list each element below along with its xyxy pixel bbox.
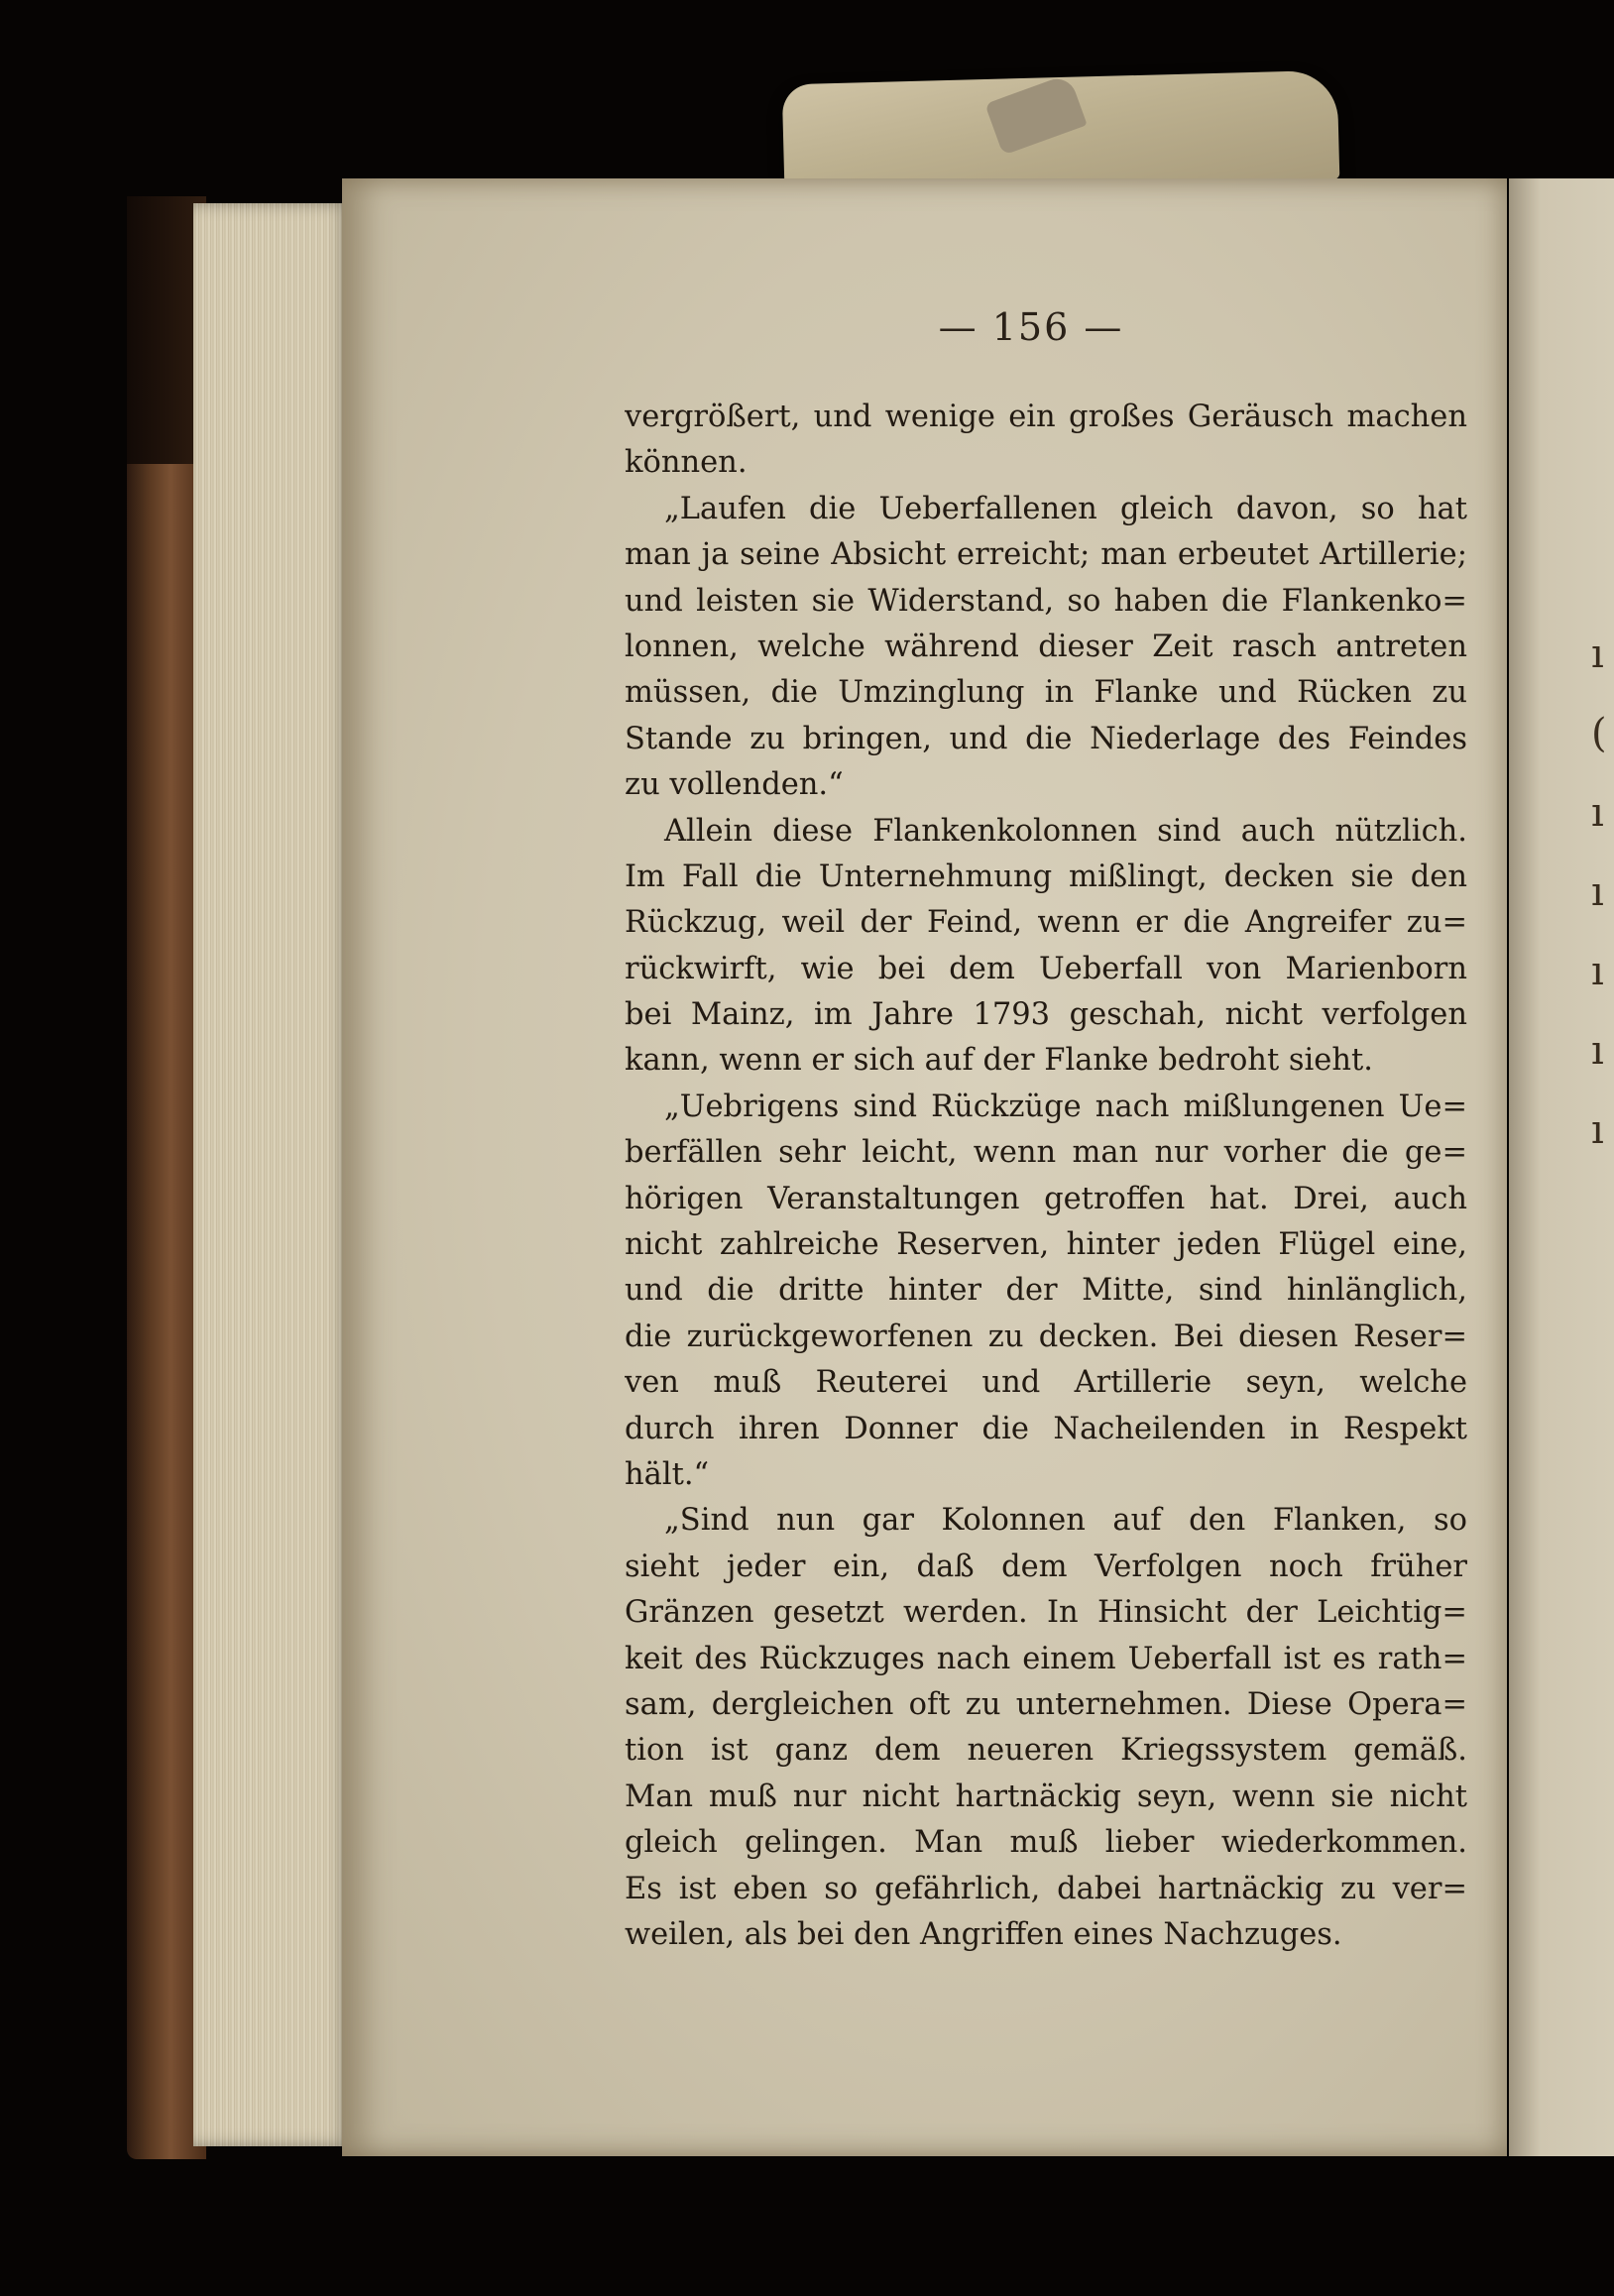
- text-line: Allein diese Flankenkolonnen sind auch nützlich.: [664, 813, 1467, 849]
- text-line: zu vollenden.“: [625, 767, 844, 803]
- text-line: weilen, als bei den Angriffen eines Nachzuges.: [625, 1916, 1342, 1952]
- text-line: können.: [625, 445, 748, 481]
- text-line: gleich gelingen. Man muß lieber wiederkommen.: [625, 1825, 1467, 1861]
- text-line: Gränzen gesetzt werden. In Hinsicht der Leichtig=: [625, 1595, 1467, 1631]
- text-line: rückwirft, wie bei dem Ueberfall von Marienborn: [625, 951, 1467, 986]
- text-line: und die dritte hinter der Mitte, sind hinlänglich,: [625, 1273, 1467, 1309]
- page-body-text: [625, 395, 1467, 1958]
- text-line: sieht jeder ein, daß dem Verfolgen noch früher: [625, 1549, 1467, 1584]
- text-line: die zurückgeworfenen zu decken. Bei diesen Reser=: [625, 1319, 1467, 1354]
- text-line: „Laufen die Ueberfallenen gleich davon, so hat: [664, 491, 1467, 526]
- text-line: Stande zu bringen, und die Niederlage des Feindes: [625, 721, 1467, 756]
- facing-page-text: ı ( ı ı ı ı ı: [1591, 631, 1607, 1153]
- text-line: tion ist ganz dem neueren Kriegssystem gemäß.: [625, 1733, 1467, 1769]
- text-line: keit des Rückzuges nach einem Ueberfall ist es rath=: [625, 1641, 1467, 1676]
- text-line: kann, wenn er sich auf der Flanke bedroht sieht.: [625, 1043, 1373, 1079]
- text-line: „Sind nun gar Kolonnen auf den Flanken, so: [664, 1503, 1467, 1539]
- text-line: hält.“: [625, 1456, 710, 1492]
- text-line: man ja seine Absicht erreicht; man erbeutet Artillerie;: [625, 537, 1467, 573]
- text-line: Im Fall die Unternehmung mißlingt, decken sie den: [625, 859, 1467, 894]
- text-line: vergrößert, und wenige ein großes Geräusch machen: [625, 400, 1467, 434]
- text-line: sam, dergleichen oft zu unternehmen. Diese Opera=: [625, 1686, 1467, 1722]
- page-number: — 156 —: [938, 305, 1124, 349]
- text-line: berfällen sehr leicht, wenn man nur vorher die ge=: [625, 1135, 1467, 1171]
- text-line: nicht zahlreiche Reserven, hinter jeden Flügel eine,: [625, 1227, 1467, 1263]
- text-line: und leisten sie Widerstand, so haben die Flankenko=: [625, 583, 1467, 619]
- text-line: „Uebrigens sind Rückzüge nach mißlungenen Ue=: [664, 1089, 1467, 1124]
- text-line: lonnen, welche während dieser Zeit rasch antreten: [625, 629, 1467, 664]
- text-line: bei Mainz, im Jahre 1793 geschah, nicht verfolgen: [625, 997, 1467, 1033]
- text-line: müssen, die Umzinglung in Flanke und Rücken zu: [625, 675, 1467, 711]
- text-line: Rückzug, weil der Feind, wenn er die Angreifer zu=: [625, 905, 1467, 941]
- text-line: Man muß nur nicht hartnäckig seyn, wenn sie nicht: [625, 1779, 1467, 1814]
- text-line: Es ist eben so gefährlich, dabei hartnäckig zu ver=: [625, 1871, 1467, 1906]
- text-line: durch ihren Donner die Nacheilenden in Respekt: [625, 1411, 1467, 1446]
- text-line: ven muß Reuterei und Artillerie seyn, welche: [625, 1365, 1467, 1401]
- page-edges: [193, 203, 350, 2146]
- text-line: hörigen Veranstaltungen getroffen hat. Drei, auch: [625, 1181, 1467, 1216]
